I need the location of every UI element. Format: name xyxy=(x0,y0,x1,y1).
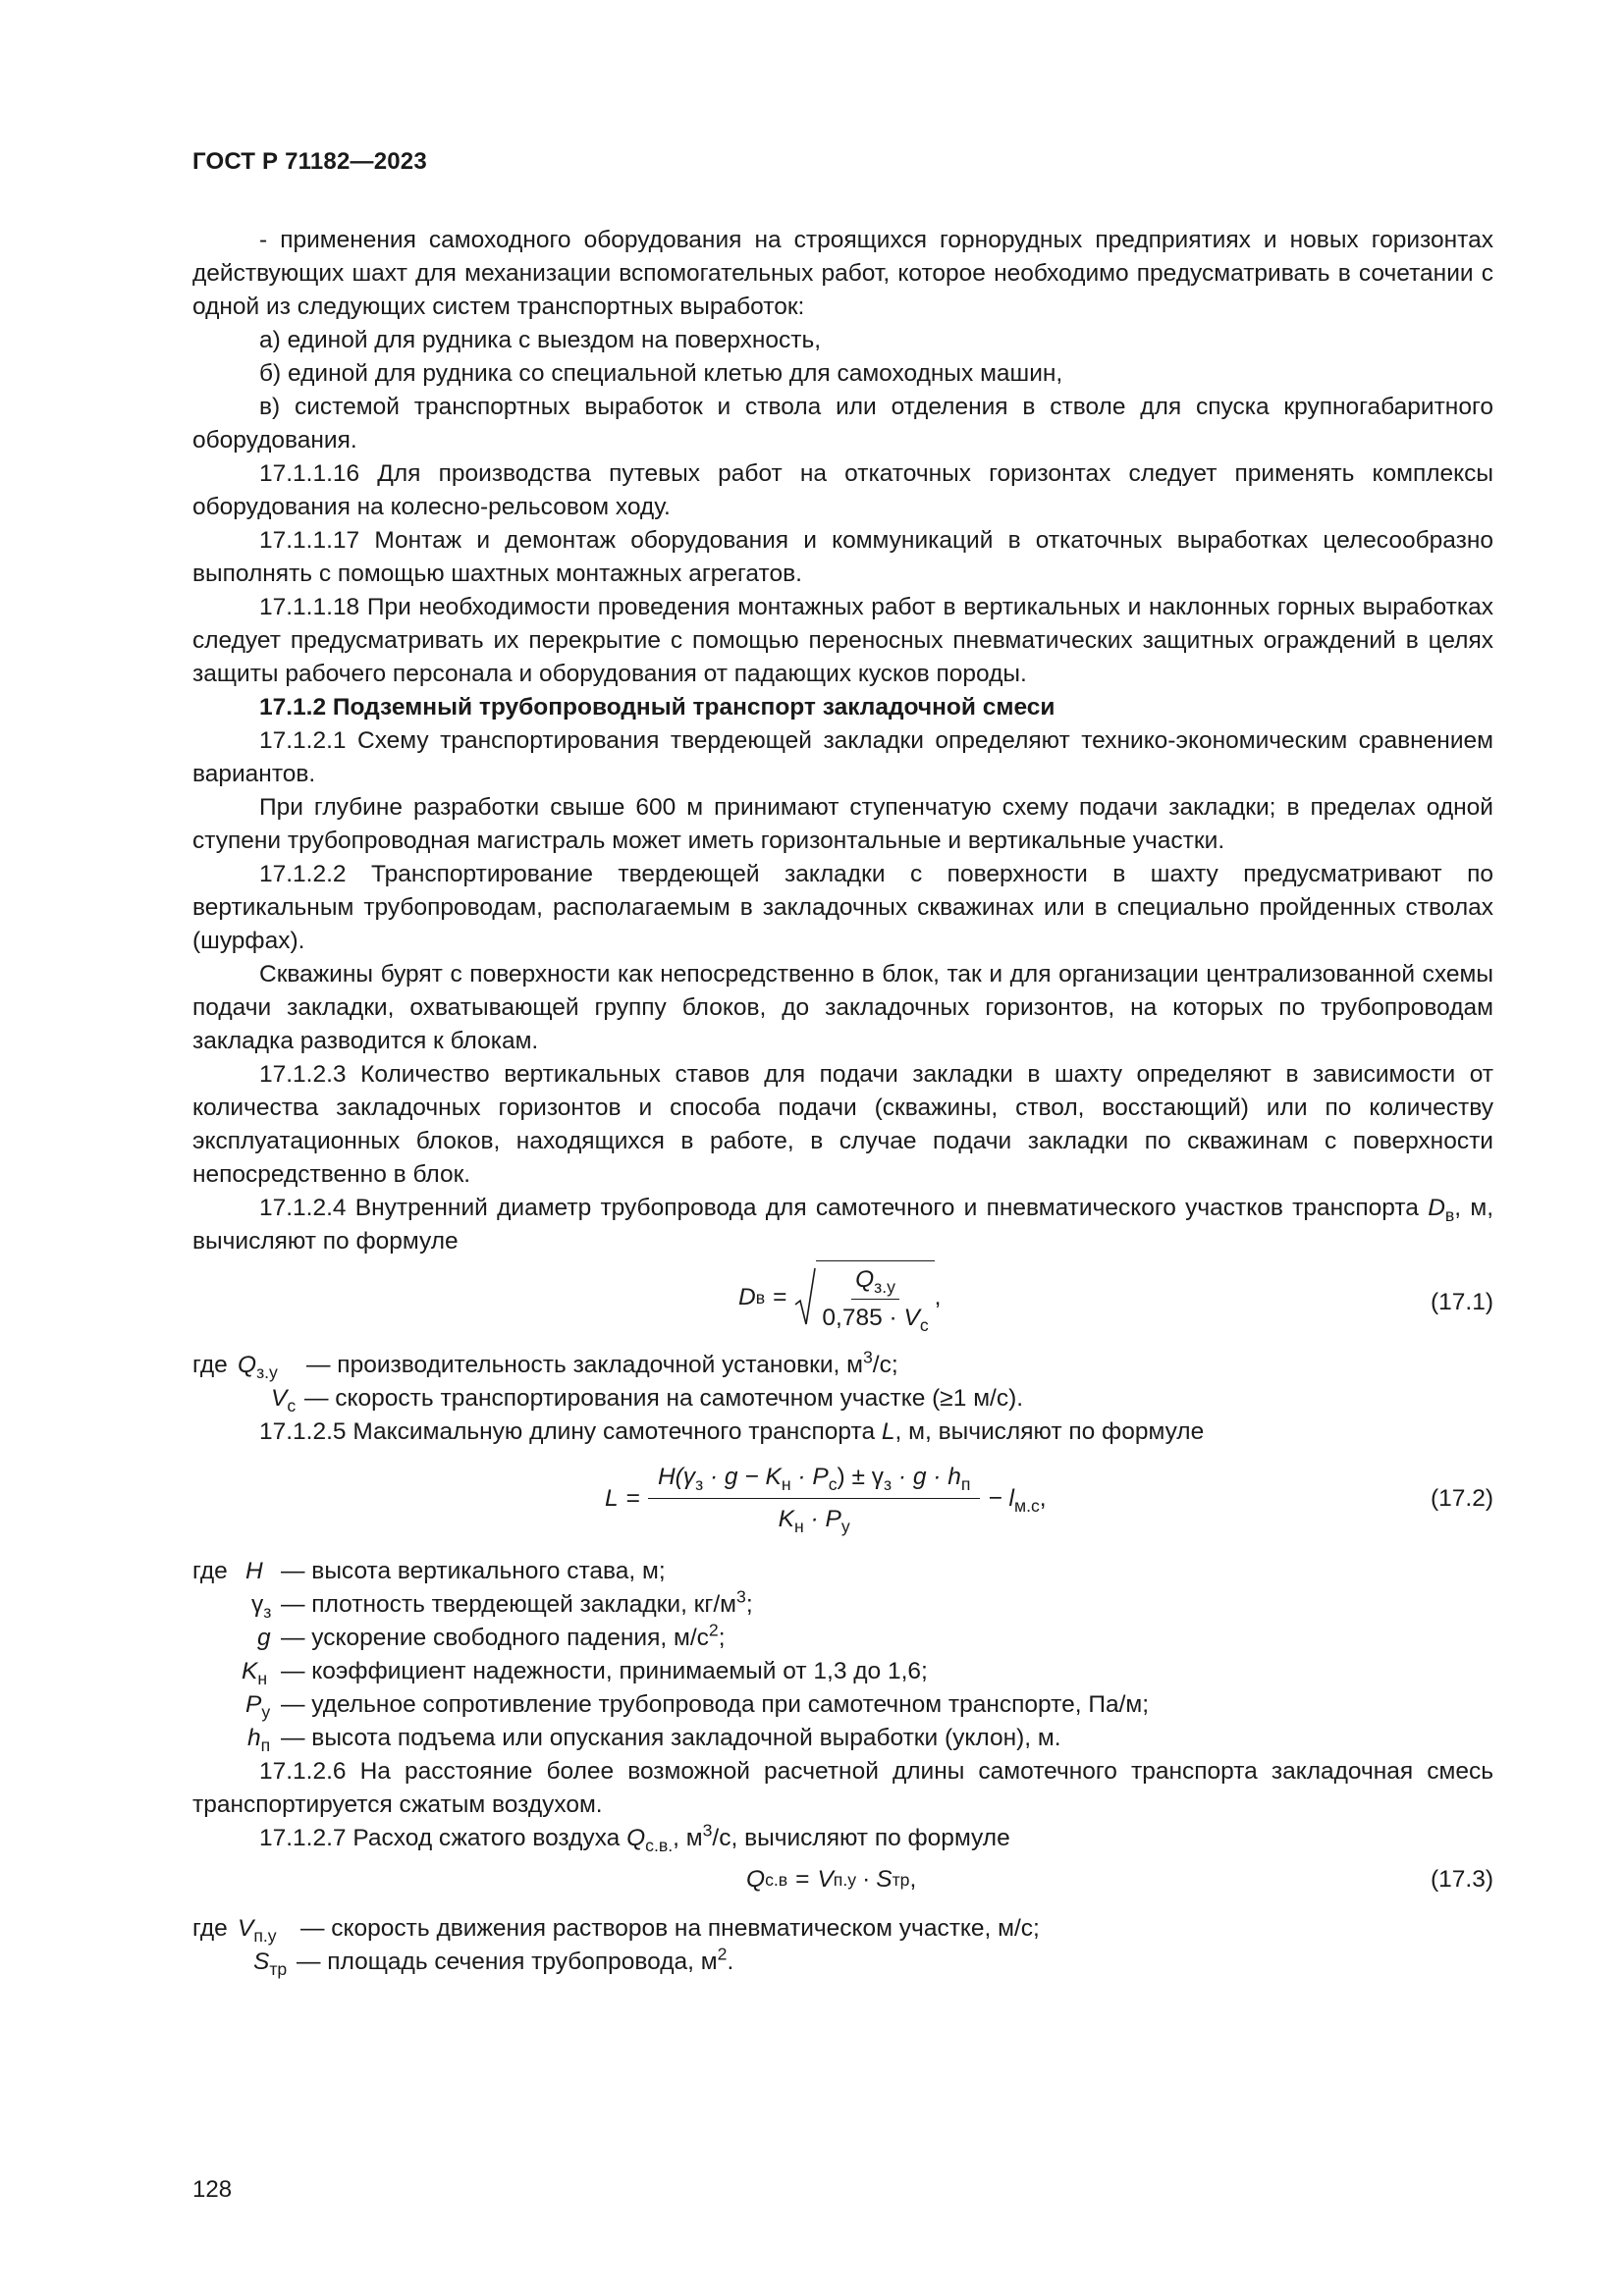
clause-17-1-2-3: 17.1.2.3 Количество вертикальных ставов для подачи закладки в шахту определяют в зависимости от количества закладочных горизонтов и способа подачи (скважины, ствол, восстающий) или по количеству эксплуатационных блоков, находящихся в работе, в случае подачи закладки по скважинам с поверхности непосредственно в блок. xyxy=(192,1061,1493,1188)
legend-row xyxy=(192,1912,1493,1946)
formula-17-3 xyxy=(192,1855,1493,1912)
clause-text: 17.1.2.5 Максимальную длину самотечного транспорта xyxy=(259,1418,876,1445)
legend-row xyxy=(192,1588,1493,1622)
legend-symbol xyxy=(245,1555,263,1588)
legend-row xyxy=(192,1722,1493,1755)
symbol: L xyxy=(881,1418,895,1445)
subscript: з xyxy=(695,1474,704,1495)
clause-17-1-2-5 xyxy=(192,1415,1493,1449)
symbol: Q xyxy=(855,1266,875,1293)
paragraph: Скважины бурят с поверхности как непосредственно в блок, так и для организации централизованной схемы подачи закладки, охватывающей группу блоков, до закладочных горизонтов, на которых по трубопроводам закладка разводится к блокам. xyxy=(192,961,1493,1054)
legend-text xyxy=(281,1588,753,1622)
clause-17-1-2-2: 17.1.2.2 Транспортирование твердеющей закладки с поверхности в шахту предусматривают по вертикальным трубопроводам, располагаемым в закладочных скважинах или в специально пройденных стволах (шурфах). xyxy=(192,861,1493,954)
where-label: где xyxy=(192,1915,228,1942)
superscript: 2 xyxy=(708,1620,719,1640)
legend-row xyxy=(192,1688,1493,1722)
list-item: б) единой для рудника со специальной клетью для самоходных машин, xyxy=(259,360,1063,387)
term: · g · h xyxy=(892,1464,961,1490)
subscript: з xyxy=(263,1602,272,1623)
legend-symbol xyxy=(257,1622,271,1655)
term: · P xyxy=(790,1464,829,1490)
term: · g − K xyxy=(703,1464,782,1490)
equals-sign: = xyxy=(625,1484,640,1512)
subscript: c xyxy=(919,1315,929,1336)
radicand xyxy=(816,1260,934,1335)
symbol: V xyxy=(903,1305,920,1331)
symbol: H xyxy=(245,1558,263,1584)
numerator xyxy=(648,1461,980,1499)
term: K xyxy=(778,1506,795,1532)
formula-lhs: Q xyxy=(746,1866,766,1893)
superscript: 3 xyxy=(736,1586,746,1607)
subscript: м.с xyxy=(1013,1495,1040,1516)
clause-17-1-2-7 xyxy=(192,1822,1493,1855)
clause-text: /с, вычисляют по формуле xyxy=(712,1825,1010,1851)
subscript: п xyxy=(260,1735,271,1756)
legend-row xyxy=(192,1946,1493,1979)
term: H(γ xyxy=(657,1464,696,1490)
clause-text: 17.1.2.4 Внутренний диаметр трубопровода для самотечного и пневматического участков транспорта xyxy=(259,1195,1419,1221)
superscript: 2 xyxy=(717,1944,728,1964)
subscript: в xyxy=(1444,1205,1455,1226)
subscript: н xyxy=(794,1517,804,1537)
symbol: Q xyxy=(238,1352,257,1378)
page-number: 128 xyxy=(192,2176,233,2203)
legend-symbol xyxy=(251,1588,271,1622)
formula-lhs: L xyxy=(605,1484,619,1512)
page-body xyxy=(192,224,1493,1979)
legend-description: — удельное сопротивление трубопровода при самотечном транспорте, Па/м; xyxy=(281,1691,1150,1718)
legend-row xyxy=(192,1555,1493,1588)
clause-text: , м xyxy=(673,1825,703,1851)
subscript: з.у xyxy=(256,1362,278,1383)
clause-text: , м, вычисляют по формуле xyxy=(192,1195,1493,1255)
legend-description: — скорость движения растворов на пневматическом участке, м/с; xyxy=(300,1915,1040,1942)
legend-symbol xyxy=(245,1688,270,1722)
legend-row xyxy=(192,1349,1493,1382)
subscript: з.у xyxy=(874,1277,895,1298)
legend-description: — производительность закладочной установки, м xyxy=(306,1352,863,1378)
legend-description: — ускорение свободного падения, м/с xyxy=(281,1625,709,1651)
subscript: п xyxy=(960,1474,971,1495)
legend-symbol xyxy=(271,1382,296,1415)
subscript: н xyxy=(257,1669,268,1689)
legend-row xyxy=(192,1655,1493,1688)
legend-symbol xyxy=(247,1722,270,1755)
symbol: V xyxy=(271,1385,288,1412)
legend-description: — площадь сечения трубопровода, м xyxy=(297,1949,718,1975)
subscript: с.в. xyxy=(645,1836,674,1856)
legend-description: ; xyxy=(745,1591,753,1618)
superscript: 3 xyxy=(702,1820,713,1841)
radical-sign-icon xyxy=(794,1267,816,1328)
subscript: п.у xyxy=(253,1926,277,1947)
multiplication-dot: · xyxy=(862,1866,871,1893)
fraction xyxy=(818,1263,932,1335)
fraction xyxy=(648,1461,980,1536)
formula-17-1 xyxy=(192,1258,1493,1349)
legend-text xyxy=(297,1946,733,1979)
formula-body: Q с.в = V п.у · S тр , xyxy=(746,1863,916,1896)
term: V xyxy=(817,1866,834,1893)
formula-17-2 xyxy=(192,1449,1493,1555)
symbol: Q xyxy=(626,1825,646,1851)
formula-number: (17.2) xyxy=(1430,1485,1493,1512)
formula-tail: , xyxy=(909,1866,917,1893)
clause-text: 17.1.2.7 Расход сжатого воздуха xyxy=(259,1825,621,1851)
formula-lhs: D xyxy=(738,1284,756,1310)
subscript: тр xyxy=(269,1959,288,1980)
legend-symbol xyxy=(238,1349,278,1382)
clause-17-1-2-1: 17.1.2.1 Схему транспортирования твердеющей закладки определяют технико-экономическим сравнением вариантов. xyxy=(192,727,1493,787)
formula-body: D в = $\frac{Q_{з.у}}{0,785 \cdot V_c}$ , xyxy=(738,1260,941,1335)
subscript: у xyxy=(261,1702,271,1723)
term: · P xyxy=(803,1506,841,1532)
legend-row xyxy=(192,1622,1493,1655)
equals-sign: = xyxy=(795,1866,810,1893)
formula-number: (17.3) xyxy=(1430,1866,1493,1893)
term: − l xyxy=(988,1484,1014,1512)
symbol: h xyxy=(247,1725,261,1751)
superscript: 3 xyxy=(862,1347,873,1367)
subscript: у xyxy=(840,1517,850,1537)
where-label: где xyxy=(192,1352,228,1378)
symbol: D xyxy=(1428,1195,1445,1221)
symbol: S xyxy=(253,1949,270,1975)
formula-tail: , xyxy=(934,1284,942,1310)
denominator xyxy=(818,1300,932,1335)
legend-description: — плотность твердеющей закладки, кг/м xyxy=(281,1591,736,1618)
symbol: g xyxy=(257,1625,271,1651)
legend-description: — коэффициент надежности, принимаемый от 1,3 до 1,6; xyxy=(281,1658,928,1684)
paragraph: - применения самоходного оборудования на строящихся горнорудных предприятиях и новых горизонтах действующих шахт для механизации вспомогательных работ, которое необходимо предусматривать в сочетании с одной из следующих систем транспортных выработок: xyxy=(192,227,1493,320)
formula-minus-term xyxy=(988,1482,1039,1516)
legend-symbol xyxy=(238,1912,277,1946)
document-header: ГОСТ Р 71182—2023 xyxy=(192,148,427,175)
formula-number: (17.1) xyxy=(1430,1289,1493,1315)
legend-description: — высота вертикального става, м; xyxy=(281,1558,666,1584)
clause-text: , м, вычисляют по формуле xyxy=(894,1418,1205,1445)
legend-text xyxy=(281,1622,726,1655)
paragraph: При глубине разработки свыше 600 м принимают ступенчатую схему подачи закладки; в пределах одной ступени трубопроводная магистраль может иметь горизонтальные и вертикальные участки. xyxy=(192,794,1493,854)
section-heading: 17.1.2 Подземный трубопроводный транспорт закладочной смеси xyxy=(259,694,1056,721)
term: ) ± γ xyxy=(837,1464,884,1490)
formula-body xyxy=(605,1461,1047,1536)
term: S xyxy=(876,1866,893,1893)
square-root xyxy=(794,1260,934,1335)
list-item: а) единой для рудника с выездом на поверхность, xyxy=(259,327,822,353)
subscript: з xyxy=(883,1474,893,1495)
symbol: P xyxy=(245,1691,262,1718)
legend-description: /с; xyxy=(872,1352,898,1378)
legend-description: . xyxy=(727,1949,734,1975)
equals-sign: = xyxy=(773,1284,787,1310)
subscript: с xyxy=(287,1396,297,1416)
coefficient: 0,785 · xyxy=(822,1305,897,1331)
symbol: V xyxy=(238,1915,254,1942)
legend-symbol xyxy=(253,1946,287,1979)
numerator xyxy=(851,1263,899,1300)
clause-17-1-2-6: 17.1.2.6 На расстояние более возможной расчетной длины самотечного транспорта закладочная смесь транспортируется сжатым воздухом. xyxy=(192,1758,1493,1818)
symbol: K xyxy=(242,1658,258,1684)
denominator xyxy=(775,1499,854,1536)
legend-description: — скорость транспортирования на самотечном участке (≥1 м/с). xyxy=(304,1385,1024,1412)
legend-text xyxy=(306,1349,898,1382)
subscript: н xyxy=(781,1474,791,1495)
clause-17-1-1-18: 17.1.1.18 При необходимости проведения монтажных работ в вертикальных и наклонных горных выработках следует предусматривать их перекрытие с помощью переносных пневматических защитных ограждений в целях защиты рабочего персонала и оборудования от падающих кусков породы. xyxy=(192,594,1493,687)
legend-row xyxy=(192,1382,1493,1415)
clause-17-1-1-17: 17.1.1.17 Монтаж и демонтаж оборудования и коммуникаций в откаточных выработках целесообразно выполнять с помощью шахтных монтажных агрегатов. xyxy=(192,527,1493,587)
clause-17-1-1-16: 17.1.1.16 Для производства путевых работ на откаточных горизонтах следует применять комплексы оборудования на колесно-рельсовом ходу. xyxy=(192,460,1493,520)
symbol: γ xyxy=(251,1591,264,1618)
subscript: c xyxy=(828,1474,838,1495)
legend-symbol xyxy=(242,1655,267,1688)
legend-description: ; xyxy=(718,1625,726,1651)
list-item: в) системой транспортных выработок и ствола или отделения в стволе для спуска крупногабаритного оборудования. xyxy=(192,394,1493,454)
legend-description: — высота подъема или опускания закладочной выработки (уклон), м. xyxy=(281,1725,1061,1751)
clause-17-1-2-4 xyxy=(192,1192,1493,1258)
formula-tail: , xyxy=(1039,1484,1047,1512)
where-label: где xyxy=(192,1558,228,1584)
